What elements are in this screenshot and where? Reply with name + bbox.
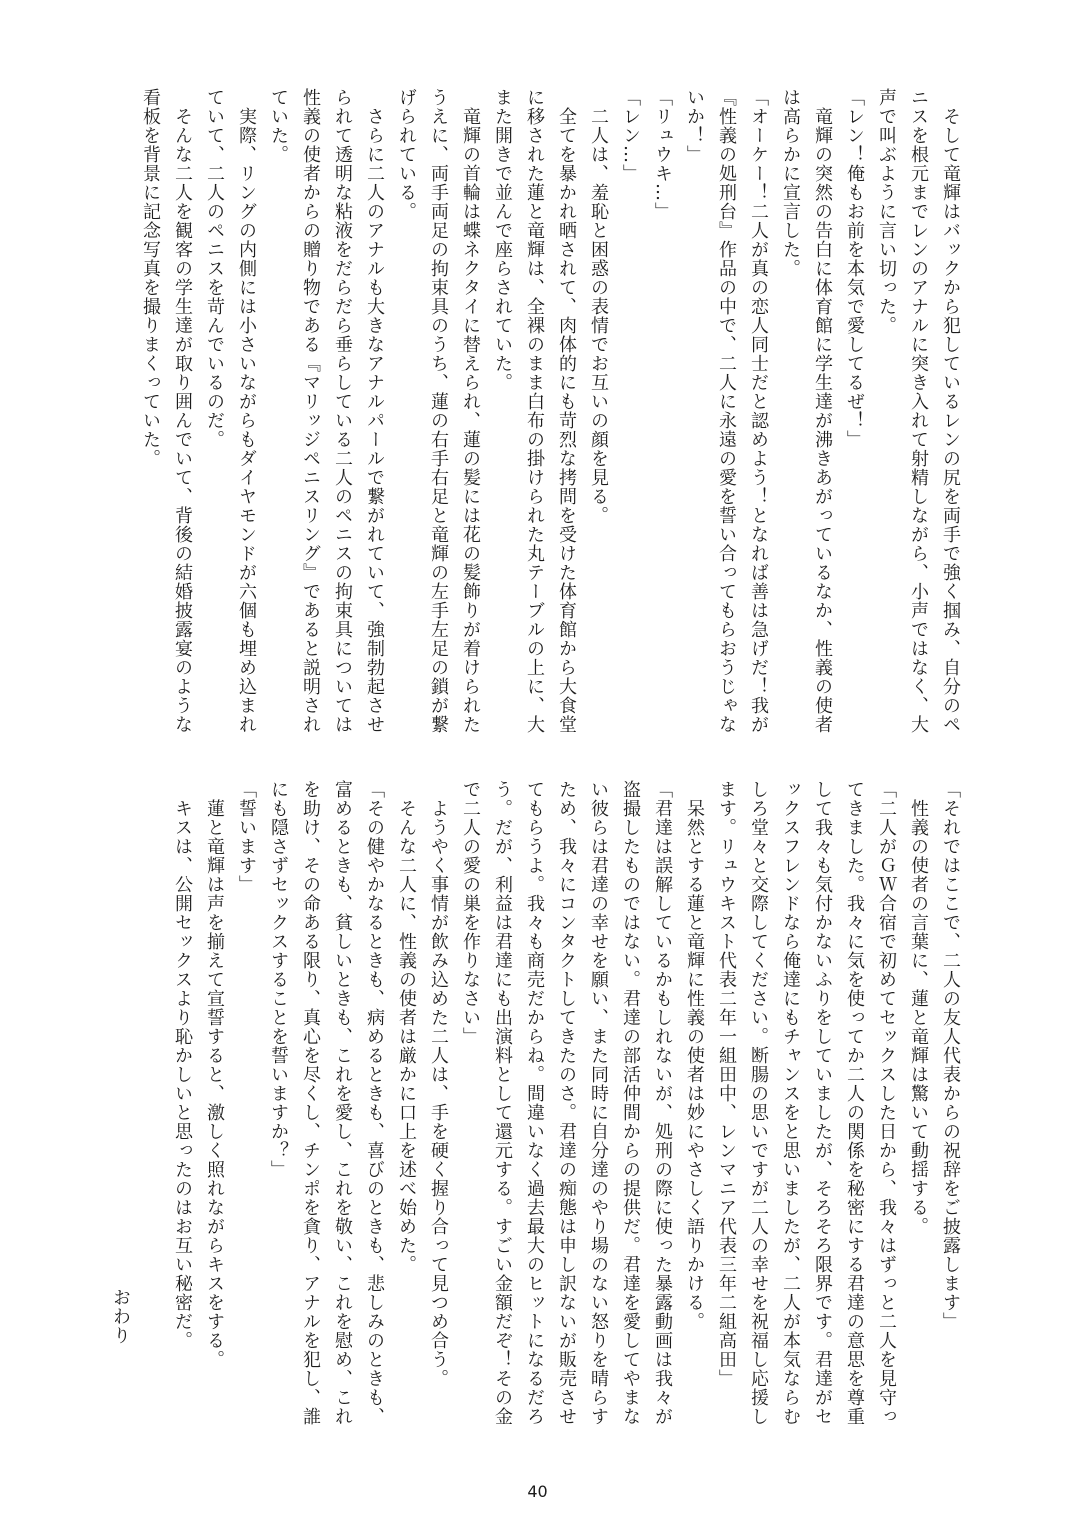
text-line: 性義の使者の言葉に、蓮と竜輝は驚いて動揺する。: [908, 780, 929, 1236]
text-line: 実際、リングの内側には小さいながらもダイヤモンドが六個も埋め込まれ: [236, 88, 257, 734]
text-line: 全てを暴かれ晒されて、肉体的にも苛烈な拷問を受けた体育館から大食堂: [556, 88, 577, 734]
page-number: 40: [527, 1482, 548, 1501]
text-line: ていて、二人のペニスを苛んでいるのだ。: [204, 88, 225, 449]
text-line: 「オーケー！二人が真の恋人同士だと認めよう！となれば善は急げだ！我が: [748, 88, 769, 734]
text-line: して我々も気付かないふりをしていましたが、そろそろ限界です。君達がセ: [812, 780, 833, 1426]
text-line: いか！」: [684, 88, 705, 164]
text-line: 「リュウキ…」: [652, 88, 673, 221]
text-line: 盗撮したものではない。君達の部活仲間からの提供だ。君達を愛してやまな: [620, 780, 641, 1426]
text-line: 富めるときも、貧しいときも、これを愛し、これを敬い、これを慰め、これ: [332, 780, 353, 1426]
text-line: を助け、その命ある限り、真心を尽くし、チンポを貪り、アナルを犯し、誰: [300, 780, 321, 1426]
text-line: 「その健やかなるときも、病めるときも、喜びのときも、悲しみのときも、: [364, 780, 385, 1426]
text-line: そんな二人を観客の学生達が取り囲んでいて、背後の結婚披露宴のような: [172, 88, 193, 734]
text-line: 「誓います」: [236, 780, 257, 894]
text-line: てきました。我々に気を使ってか二人の関係を秘密にする君達の意思を尊重: [844, 780, 865, 1426]
text-line: ため、我々にコンタクトしてきたのさ。君達の痴態は申し訳ないが販売させ: [556, 780, 577, 1426]
text-line: 「君達は誤解しているかもしれないが、処刑の際に使った暴露動画は我々が: [652, 780, 673, 1426]
text-block-lower: [104, 780, 966, 1432]
text-line: 「それではここで、二人の友人代表からの祝辞をご披露します」: [940, 780, 961, 1331]
text-line: 竜輝の首輪は蝶ネクタイに替えられ、蓮の髪には花の髪飾りが着けられた: [460, 88, 481, 734]
text-line: う。だが、利益は君達にも出演料として還元する。すごい金額だぞ！その金: [492, 780, 513, 1426]
text-line: は高らかに宣言した。: [780, 88, 801, 278]
text-line: キスは、公開セックスより恥かしいと思ったのはお互い秘密だ。: [172, 780, 193, 1350]
text-line: さらに二人のアナルも大きなアナルパールで繋がれていて、強制勃起させ: [364, 88, 385, 734]
text-line: ていた。: [268, 88, 289, 164]
text-line: 声で叫ぶように言い切った。: [876, 88, 897, 335]
text-line: 性義の使者からの贈り物である『マリッジペニスリング』であると説明され: [300, 88, 321, 734]
text-line: 竜輝の突然の告白に体育館に学生達が沸きあがっているなか、性義の使者: [812, 88, 833, 734]
text-line: そして竜輝はバックから犯しているレンの尻を両手で強く掴み、自分のペ: [940, 88, 961, 734]
text-line: に移された蓮と竜輝は、全裸のまま白布の掛けられた丸テーブルの上に、大: [524, 88, 545, 734]
text-line: そんな二人に、性義の使者は厳かに口上を述べ始めた。: [396, 780, 417, 1274]
text-line: うえに、両手両足の拘束具のうち、蓮の右手右足と竜輝の左手左足の鎖が繋: [428, 88, 449, 734]
text-block-upper: [134, 88, 966, 740]
text-line: 二人は、羞恥と困惑の表情でお互いの顔を見る。: [588, 88, 609, 525]
text-line: 呆然とする蓮と竜輝に性義の使者は妙にやさしく語りかける。: [684, 780, 705, 1331]
text-line: い彼らは君達の幸せを願い、また同時に自分達のやり場のない怒りを晴らす: [588, 780, 609, 1426]
text-line: 『性義の処刑台』作品の中で、二人に永遠の愛を誓い合ってもらおうじゃな: [716, 88, 737, 734]
ending-label: おわり: [110, 1288, 131, 1345]
text-line: で二人の愛の巣を作りなさい」: [460, 780, 481, 1046]
text-line: 「レン！俺もお前を本気で愛してるぜ！」: [844, 88, 865, 449]
text-line: 「二人がＧＷ合宿で初めてセックスした日から、我々はずっと二人を見守っ: [876, 780, 897, 1426]
text-line: られて透明な粘液をだらだら垂らしている二人のペニスの拘束具については: [332, 88, 353, 734]
text-line: ます。リュウキスト代表二年一組田中、レンマニア代表三年二組高田」: [716, 780, 737, 1388]
text-line: 蓮と竜輝は声を揃えて宣誓すると、激しく照れながらキスをする。: [204, 780, 225, 1369]
text-line: しろ堂々と交際してください。断腸の思いですが二人の幸せを祝福し応援し: [748, 780, 769, 1426]
text-line: てもらうよ。我々も商売だからね。間違いなく過去最大のヒットになるだろ: [524, 780, 545, 1426]
text-line: ニスを根元までレンのアナルに突き入れて射精しながら、小声ではなく、大: [908, 88, 929, 734]
text-line: ックスフレンドなら俺達にもチャンスをと思いましたが、二人が本気ならむ: [780, 780, 801, 1426]
text-line: 「レン…」: [620, 88, 641, 183]
text-line: にも隠さずセックスすることを誓いますか？」: [268, 780, 289, 1179]
text-line: ようやく事情が飲み込めた二人は、手を硬く握り合って見つめ合う。: [428, 780, 449, 1388]
text-line: また開きで並んで座らされていた。: [492, 88, 513, 392]
text-line: 看板を背景に記念写真を撮りまくっていた。: [140, 88, 161, 468]
text-line: げられている。: [396, 88, 417, 221]
